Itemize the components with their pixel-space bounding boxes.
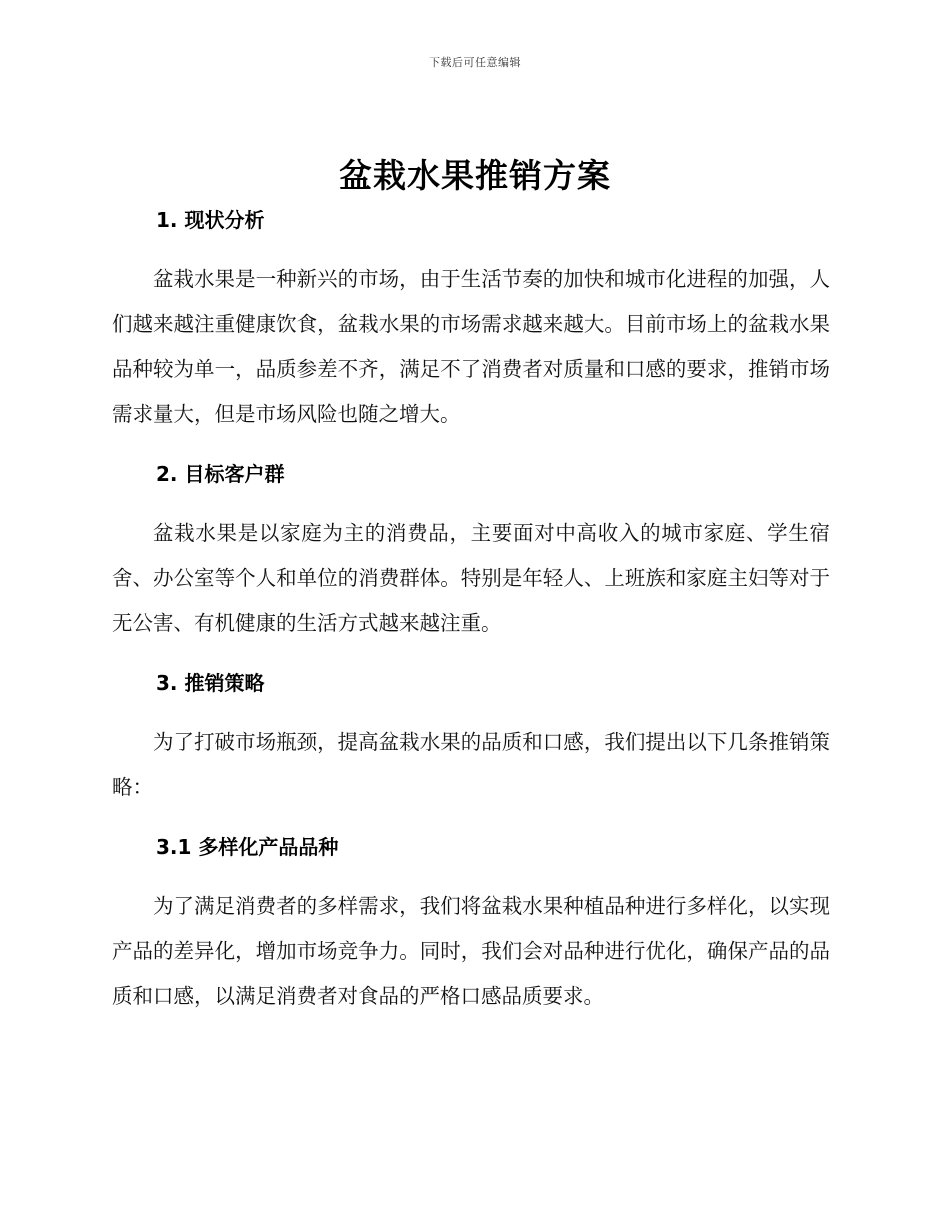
header-note: 下载后可任意编辑: [429, 56, 521, 69]
section-target-customers: [112, 454, 830, 663]
section-diversified-products: [112, 827, 830, 1019]
section-heading: 3.1 多样化产品品种: [156, 835, 339, 859]
section-paragraph: 为了满足消费者的多样需求，我们将盆栽水果种植品种进行多样化，以实现产品的差异化，增加市场竞争力。同时，我们会对品种进行优化，确保产品的品质和口感，以满足消费者对食品的严格口感品质要求。: [112, 894, 830, 1008]
section-sales-strategy: [112, 663, 830, 827]
section-paragraph: 盆栽水果是以家庭为主的消费品，主要面对中高收入的城市家庭、学生宿舍、办公室等个人和单位的消费群体。特别是年轻人、上班族和家庭主妇等对于无公害、有机健康的生活方式越来越注重。: [112, 521, 830, 635]
section-heading: 2. 目标客户群: [156, 462, 285, 486]
document-title: 盆栽水果推销方案: [339, 156, 611, 195]
section-paragraph: 为了打破市场瓶颈，提高盆栽水果的品质和口感，我们提出以下几条推销策略：: [112, 730, 830, 799]
section-heading: 3. 推销策略: [156, 671, 265, 695]
document-body: [112, 200, 830, 1019]
section-paragraph: 盆栽水果是一种新兴的市场，由于生活节奏的加快和城市化进程的加强，人们越来越注重健康饮食，盆栽水果的市场需求越来越大。目前市场上的盆栽水果品种较为单一，品质参差不齐，满足不了消费者对质量和口感的要求，推销市场需求量大，但是市场风险也随之增大。: [112, 267, 830, 426]
section-current-analysis: [112, 200, 830, 454]
section-heading: 1. 现状分析: [156, 208, 265, 232]
